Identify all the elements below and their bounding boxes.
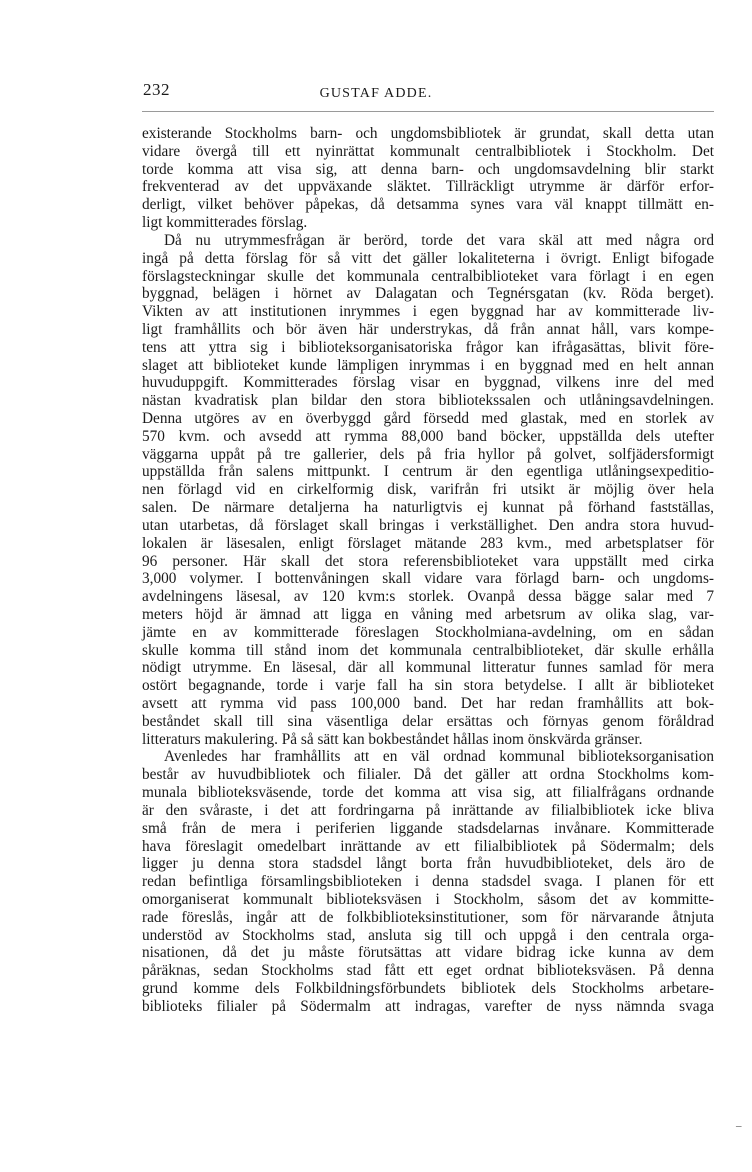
text-line: jämte en av kommitterade föreslagen Stockholmiana-avdelning, om en sådan xyxy=(142,623,714,641)
text-line: lokalen är läsesalen, enligt förslaget mätande 283 kvm., med arbetsplatser för xyxy=(142,534,714,552)
text-line: grund komme dels Folkbildningsförbundets bibliotek dels Stockholms arbetare- xyxy=(142,980,714,997)
text-line: väggarna uppåt på tre gallerier, dels på fria hyllor på golvet, solfjädersformigt xyxy=(142,445,714,463)
page-number: 232 xyxy=(143,80,170,99)
text-line: avsett att rymma vid pass 100,000 band. Det har redan framhållits att bok- xyxy=(142,695,714,712)
text-line: redan befintliga församlingsbiblioteken i denna stadsdel svaga. I planen för ett xyxy=(142,873,714,891)
text-line: byggnad, belägen i hörnet av Dalagatan och Tegnérsgatan (kv. Röda berget). xyxy=(142,285,714,303)
text-line: omorganiserat kommunalt biblioteksväsen i Stockholm, såsom det av kommitte- xyxy=(142,890,714,908)
text-line: beståndet skall till sina väsentliga delar ersättas och förnyas genom föråldrad xyxy=(142,712,714,730)
text-line: avdelningens läsesal, av 120 kvm:s storlek. Ovanpå dessa bägge salar med 7 xyxy=(142,588,714,606)
text-line: huvuduppgift. Kommitterades förslag visar en byggnad, vilkens inre del med xyxy=(142,374,714,392)
text-line: 3,000 volymer. I bottenvåningen skall vidare vara förlagd barn- och ungdoms- xyxy=(142,570,714,588)
text-line: små från de mera i periferien liggande stadsdelarnas invånare. Kommitterade xyxy=(142,819,714,837)
text-line: existerande Stockholms barn- och ungdomsbibliotek är grundat, skall detta utan xyxy=(142,125,714,142)
text-line: rade föreslås, ingår att de folkbiblioteksinstitutioner, som för närvarande åtnjuta xyxy=(142,908,714,926)
text-line: påräknas, sedan Stockholms stad fått ett eget ordnat biblioteksväsen. På denna xyxy=(142,962,714,980)
text-line: munala biblioteksväsende, torde det komma att visa sig, att filialfrågans ordnande xyxy=(142,784,714,802)
text-line: nästan kvadratisk plan bildar den stora bibliotekssalen och utlåningsavdelningen. xyxy=(142,392,714,410)
text-line: ligger ju denna stora stadsdel långt borta från huvudbiblioteket, dels äro de xyxy=(142,855,714,873)
text-line: torde komma att visa sig, att denna barn- och ungdomsavdelning blir starkt xyxy=(142,160,714,178)
body-text xyxy=(142,125,714,1016)
text-line: tens att yttra sig i biblioteksorganisatoriska frågor kan ifrågasättas, blivit före- xyxy=(142,338,714,356)
text-line: slaget att biblioteket kunde lämpligen inrymmas i en byggnad med en helt annan xyxy=(142,356,714,374)
text-line: 570 kvm. och avsedd att rymma 88,000 band böcker, uppställda dels utefter xyxy=(142,427,714,445)
text-line: Avenledes har framhållits att en väl ordnad kommunal biblioteksorganisation xyxy=(164,748,714,766)
text-line: litteraturs makulering. På så sätt kan bokbeståndet hållas inom önskvärda gränser. xyxy=(142,730,643,748)
text-line: understöd av Stockholms stad, ansluta sig till och uppgå i den centrala orga- xyxy=(142,926,714,944)
text-line: frekventerad av det uppväxande släktet. Tillräckligt utrymme är därför erfor- xyxy=(142,178,714,196)
text-line: nen förlagd vid en cirkelformig disk, varifrån fri utsikt är möjlig över hela xyxy=(142,481,714,499)
text-line: vidare övergå till ett nyinrättat kommunalt centralbibliotek i Stockholm. Det xyxy=(142,142,714,160)
running-head: GUSTAF ADDE. xyxy=(319,86,433,101)
text-line: utan utarbetas, då förslaget skall bringas i verkställighet. Den andra stora huvud- xyxy=(142,516,714,534)
text-line: ligt framhållits och bör även här understrykas, då från annat håll, vars kompe- xyxy=(142,320,714,338)
text-line: ingå på detta förslag för så vitt det gäller lokaliteterna i övrigt. Enligt bifogade xyxy=(142,249,714,267)
text-line: Vikten av att institutionen inrymmes i egen byggnad har av kommitterade liv- xyxy=(142,303,714,321)
text-line: salen. De närmare detaljerna ha naturligtvis ej kunnat på förhand fastställas, xyxy=(142,499,714,517)
text-line: derligt, vilket behöver påpekas, då detsamma synes vara väl knappt tillmätt en- xyxy=(142,196,714,214)
text-line: hava föreslagit omedelbart inrättande av ett filialbibliotek på Södermalm; dels xyxy=(142,837,714,855)
margin-mark: – xyxy=(736,1120,742,1132)
text-line: skulle komma till stånd inom det kommunala centralbiblioteket, där skulle erhålla xyxy=(142,641,714,659)
text-line: biblioteks filialer på Södermalm att indragas, varefter de nyss nämnda svaga xyxy=(142,997,714,1015)
text-line: Då nu utrymmesfrågan är berörd, torde det vara skäl att med några ord xyxy=(164,231,714,249)
text-line: 96 personer. Här skall det stora referensbiblioteket vara uppställt med cirka xyxy=(142,552,714,570)
text-line: ostört begagnande, torde i varje fall ha sin stora betydelse. I allt är biblioteket xyxy=(142,677,714,695)
text-line: nödigt utrymme. En läsesal, där all kommunal litteratur funnes samlad för mera xyxy=(142,659,714,677)
text-line: är den svåraste, i det att fordringarna på inrättande av filialbibliotek icke bliva xyxy=(142,801,714,819)
text-line: Denna utgöres av en överbyggd gård försedd med glastak, med en storlek av xyxy=(142,410,714,427)
text-line: nisationen, då det ju måste förutsättas att vidare bidrag icke kunna av dem xyxy=(142,944,714,962)
text-line: förslagsteckningar skulle det kommunala centralbiblioteket vara förlagt i en egen xyxy=(142,267,714,285)
text-line: meters höjd är ämnad att ligga en våning med arbetsrum av olika slag, var- xyxy=(142,605,714,623)
text-line: ligt kommitterades förslag. xyxy=(142,214,308,232)
header-rule xyxy=(142,111,714,112)
text-line: består av huvudbibliotek och filialer. Då det gäller att ordna Stockholms kom- xyxy=(142,766,714,784)
text-line: uppställda från salens mittpunkt. I centrum är den egentliga utlåningsexpeditio- xyxy=(142,463,714,481)
